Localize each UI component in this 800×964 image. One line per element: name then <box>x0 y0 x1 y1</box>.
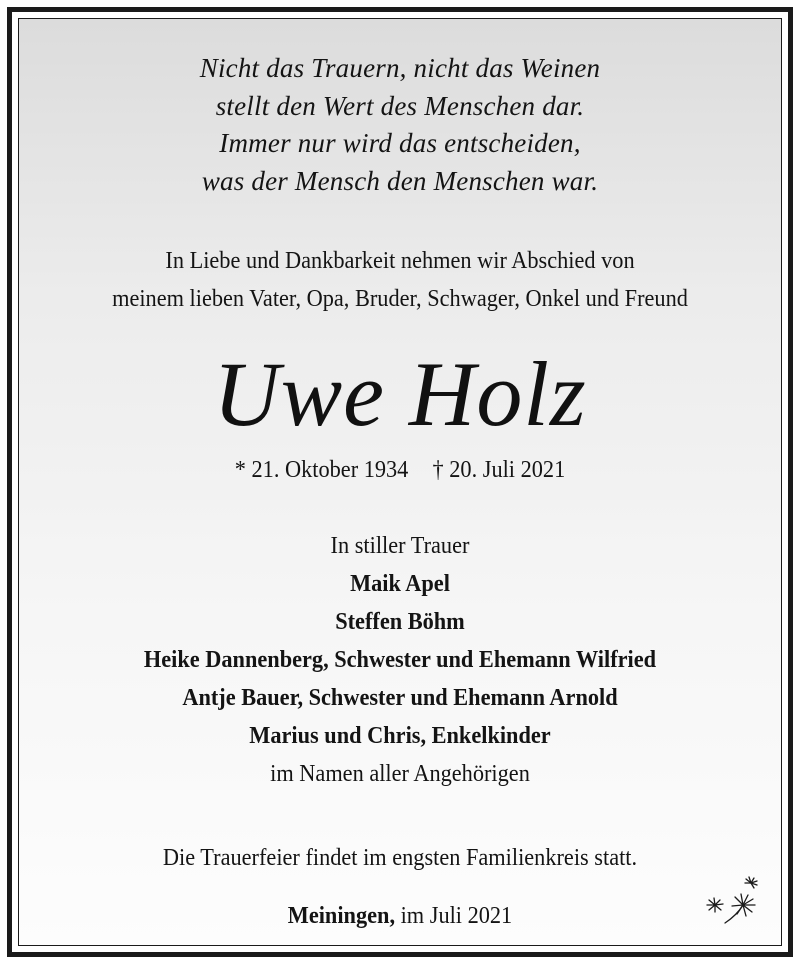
obituary-frame <box>7 7 793 957</box>
mourners-heading: In stiller Trauer <box>330 533 470 559</box>
ceremony-note: Die Trauerfeier findet im engsten Familienkreis statt. <box>162 845 638 871</box>
intro-line-2: meinem lieben Vater, Opa, Bruder, Schwager, Onkel und Freund <box>112 286 688 312</box>
deceased-name: Uwe Holz <box>213 343 587 445</box>
life-dates <box>46 457 755 484</box>
poem-line-3: Immer nur wird das entscheiden, <box>219 128 581 158</box>
mourner-name-5: Marius und Chris, Enkelkinder <box>249 723 551 749</box>
signature-date: im Juli 2021 <box>400 903 513 929</box>
poem-line-1: Nicht das Trauern, nicht das Weinen <box>199 53 601 83</box>
birth-date: * 21. Oktober 1934 <box>234 457 409 483</box>
obituary-panel <box>18 18 782 946</box>
dandelion-seeds-icon <box>701 875 763 927</box>
mourner-name-4: Antje Bauer, Schwester und Ehemann Arnold <box>182 685 618 711</box>
signature-place: Meiningen, <box>287 903 396 929</box>
poem-line-4: was der Mensch den Menschen war. <box>201 166 599 196</box>
poem-line-2: stellt den Wert des Menschen dar. <box>215 91 585 121</box>
intro-line-1: In Liebe und Dankbarkeit nehmen wir Abschied von <box>165 248 635 274</box>
death-date: † 20. Juli 2021 <box>432 457 566 483</box>
mourner-name-1: Maik Apel <box>350 571 450 597</box>
mourners-closing: im Namen aller Angehörigen <box>270 761 530 787</box>
signature-line <box>46 903 755 930</box>
mourner-name-2: Steffen Böhm <box>335 609 465 635</box>
mourner-name-3: Heike Dannenberg, Schwester und Ehemann Wilfried <box>143 647 657 673</box>
